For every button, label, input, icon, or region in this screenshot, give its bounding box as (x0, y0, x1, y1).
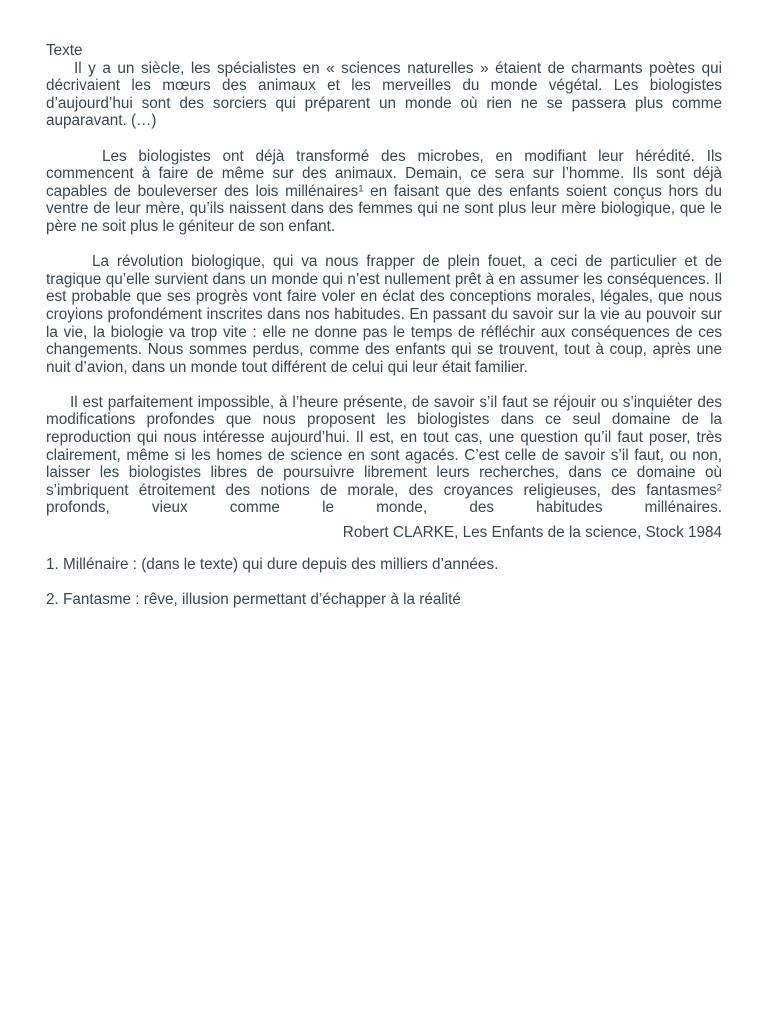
paragraph-4-text: Il est parfaitement impossible, à l’heure présente, de savoir s’il faut se réjouir ou s’inquiéter des modifications profondes que nous proposent les biologistes dans ce seul domaine de la reproduction qui nous intéresse aujourd’hui. Il est, en tout cas, une question qu’il faut poser, très clairement, même si les homes de science en sont agacés. C’est celle de savoir s’il faut, ou non, laisser les biologistes libres de poursuivre librement leurs recherches, dans ce domaine où s’imbriquent étroitement des notions de morale, des croyances religieuses, des fantasmes (46, 393, 722, 499)
document-page (46, 42, 722, 608)
paragraph-4 (46, 394, 722, 517)
footnote-1: 1. Millénaire : (dans le texte) qui dure depuis des milliers d’années. (46, 555, 499, 573)
paragraph-1: Il y a un siècle, les spécialistes en « sciences naturelles » étaient de charmants poètes qui décrivaient les mœurs des animaux et les merveilles du monde végétal. Les biologistes d’aujourd’hui sont des sorciers qui préparent un monde où rien ne se passera plus comme auparavant. (…) (46, 59, 722, 130)
paragraph-3: La révolution biologique, qui va nous frapper de plein fouet, a ceci de particulier et de tragique qu’elle survient dans un monde qui n’est nullement prêt à en assumer les conséquences. Il est probable que ses progrès vont faire voler en éclat des conceptions morales, légales, que nous croyions profondément inscrites dans nos habitudes. En passant du savoir sur la vie au pouvoir sur la vie, la biologie va trop vite : elle ne donne pas le temps de réfléchir aux conséquences de ces changements. Nous sommes perdus, comme des enfants qui se trouvent, tout à coup, après une nuit d’avion, dans un monde tout différent de celui qui leur était familier. (46, 253, 722, 376)
paragraph-2-text-end: en faisant que des enfants soient conçus hors du ventre de leur mère, qu’ils naissent dans des femmes qui ne sont plus leur mère biologique, que le père ne soit plus le géniteur de son enfant. (46, 182, 722, 235)
paragraph-2-text: Les biologistes ont déjà transformé des microbes, en modifiant leur hérédité. Ils commencent à faire de même sur des animaux. Demain, ce sera sur l’homme. Ils sont déjà capables de bouleverser des lois millénaires (46, 147, 722, 200)
footnote-2: 2. Fantasme : rêve, illusion permettant d’échapper à la réalité (46, 590, 461, 608)
paragraph-4-text-end: profonds, vieux comme le monde, des habitudes millénaires. (46, 499, 722, 517)
source-citation: Robert CLARKE, Les Enfants de la science, Stock 1984 (342, 524, 722, 542)
footnote-ref-1: 1 (358, 183, 364, 195)
footnote-ref-2: 2 (716, 482, 722, 494)
paragraph-2 (46, 148, 722, 236)
text-heading: Texte (46, 42, 83, 59)
